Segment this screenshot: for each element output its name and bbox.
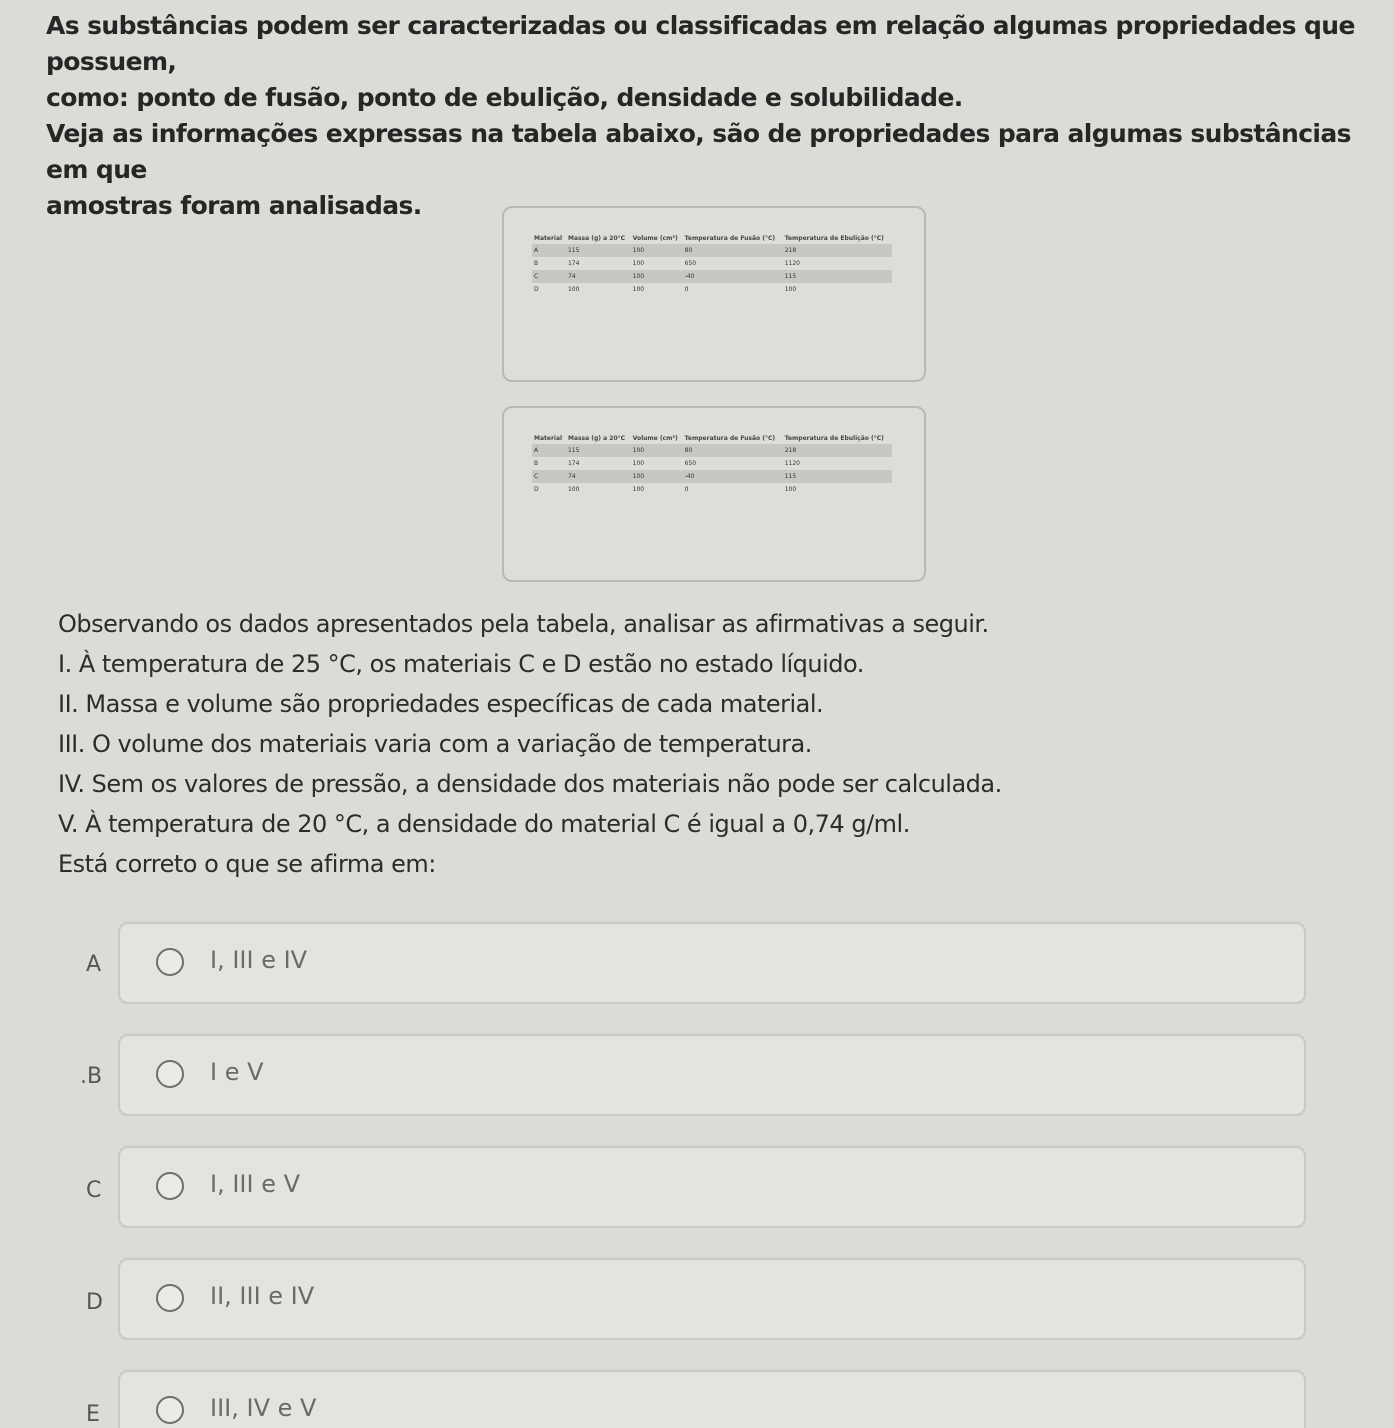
- properties-table-1: [532, 234, 892, 296]
- radio-icon[interactable]: [156, 1172, 184, 1200]
- cell: 650: [684, 260, 697, 267]
- cell: 1120: [784, 460, 800, 467]
- header-material: Material: [534, 435, 563, 442]
- option-b[interactable]: [118, 1034, 1306, 1116]
- statement-2: II. Massa e volume são propriedades específicas de cada material.: [58, 690, 824, 718]
- cell: 100: [567, 486, 580, 493]
- table-row: [532, 457, 892, 470]
- header-material: Material: [534, 235, 563, 242]
- cell: B: [534, 260, 539, 267]
- header-mass: Massa (g) a 20°C: [567, 235, 626, 242]
- cell: 100: [631, 444, 683, 457]
- option-e[interactable]: [118, 1370, 1306, 1428]
- cell: 74: [566, 470, 631, 483]
- properties-table-card-2: [502, 406, 926, 582]
- cell: 100: [567, 286, 580, 293]
- header-volume: Volume (cm³): [632, 235, 678, 242]
- table-header-row: [532, 234, 892, 244]
- intro-text: [46, 8, 1366, 224]
- cell: 115: [566, 444, 631, 457]
- cell: 115: [783, 470, 892, 483]
- cell: 218: [783, 444, 892, 457]
- header-volume: Volume (cm³): [632, 435, 678, 442]
- option-c-text: I, III e V: [210, 1170, 301, 1198]
- table-row: [532, 470, 892, 483]
- radio-icon[interactable]: [156, 948, 184, 976]
- cell: 100: [632, 486, 645, 493]
- statements-prompt: Observando os dados apresentados pela tabela, analisar as afirmativas a seguir.: [58, 610, 989, 638]
- intro-line-3: Veja as informações expressas na tabela abaixo, são de propriedades para algumas substâncias em que: [46, 119, 1351, 184]
- cell: 100: [632, 460, 645, 467]
- header-melting: Temperatura de Fusão (°C): [684, 235, 776, 242]
- option-letter-b: .B: [80, 1064, 103, 1089]
- cell: 0: [684, 286, 689, 293]
- intro-line-4: amostras foram analisadas.: [46, 191, 422, 220]
- table-row: [532, 444, 892, 457]
- cell: 1120: [784, 260, 800, 267]
- cell: 100: [631, 270, 683, 283]
- cell: -40: [683, 270, 783, 283]
- cell: A: [532, 244, 566, 257]
- statement-4: IV. Sem os valores de pressão, a densidade dos materiais não pode ser calculada.: [58, 770, 1002, 798]
- option-a-text: I, III e IV: [210, 946, 308, 974]
- cell: C: [532, 270, 566, 283]
- option-letter-c: C: [86, 1178, 102, 1203]
- option-c[interactable]: [118, 1146, 1306, 1228]
- header-melting: Temperatura de Fusão (°C): [684, 435, 776, 442]
- cell: A: [532, 444, 566, 457]
- option-b-text: I e V: [210, 1058, 264, 1086]
- cell: 74: [566, 270, 631, 283]
- option-letter-d: D: [86, 1290, 103, 1315]
- cell: 174: [567, 460, 580, 467]
- table-row: [532, 257, 892, 270]
- cell: 100: [631, 244, 683, 257]
- option-letter-e: E: [86, 1402, 100, 1427]
- option-a[interactable]: [118, 922, 1306, 1004]
- intro-line-1: As substâncias podem ser caracterizadas ou classificadas em relação algumas propriedades que possuem,: [46, 11, 1355, 76]
- radio-icon[interactable]: [156, 1060, 184, 1088]
- cell: 100: [631, 470, 683, 483]
- header-boiling: Temperatura de Ebulição (°C): [784, 435, 884, 442]
- option-letter-a: A: [86, 952, 102, 977]
- cell: 115: [783, 270, 892, 283]
- header-mass: Massa (g) a 20°C: [567, 435, 626, 442]
- cell: 100: [632, 260, 645, 267]
- cell: 80: [683, 444, 783, 457]
- cell: C: [532, 470, 566, 483]
- cell: 174: [567, 260, 580, 267]
- option-d[interactable]: [118, 1258, 1306, 1340]
- table-row: [532, 270, 892, 283]
- cell: 100: [784, 286, 797, 293]
- radio-icon[interactable]: [156, 1396, 184, 1424]
- properties-table-2: [532, 434, 892, 496]
- statement-5: V. À temperatura de 20 °C, a densidade do material C é igual a 0,74 g/ml.: [58, 810, 910, 838]
- statements-block: [58, 604, 1358, 884]
- cell: 80: [683, 244, 783, 257]
- cell: 115: [566, 244, 631, 257]
- table-header-row: [532, 434, 892, 444]
- cell: -40: [683, 470, 783, 483]
- cell: 218: [783, 244, 892, 257]
- cell: 100: [784, 486, 797, 493]
- table-row: [532, 244, 892, 257]
- properties-table-card-1: [502, 206, 926, 382]
- option-d-text: II, III e IV: [210, 1282, 315, 1310]
- question-ask: Está correto o que se afirma em:: [58, 850, 436, 878]
- table-row: [532, 283, 892, 296]
- header-boiling: Temperatura de Ebulição (°C): [784, 235, 884, 242]
- option-e-text: III, IV e V: [210, 1394, 317, 1422]
- cell: 0: [684, 486, 689, 493]
- table-row: [532, 483, 892, 496]
- statement-1: I. À temperatura de 25 °C, os materiais C e D estão no estado líquido.: [58, 650, 864, 678]
- radio-icon[interactable]: [156, 1284, 184, 1312]
- cell: 100: [632, 286, 645, 293]
- cell: D: [534, 286, 539, 293]
- intro-line-2: como: ponto de fusão, ponto de ebulição, densidade e solubilidade.: [46, 83, 963, 112]
- cell: 650: [684, 460, 697, 467]
- statement-3: III. O volume dos materiais varia com a variação de temperatura.: [58, 730, 812, 758]
- cell: D: [534, 486, 539, 493]
- cell: B: [534, 460, 539, 467]
